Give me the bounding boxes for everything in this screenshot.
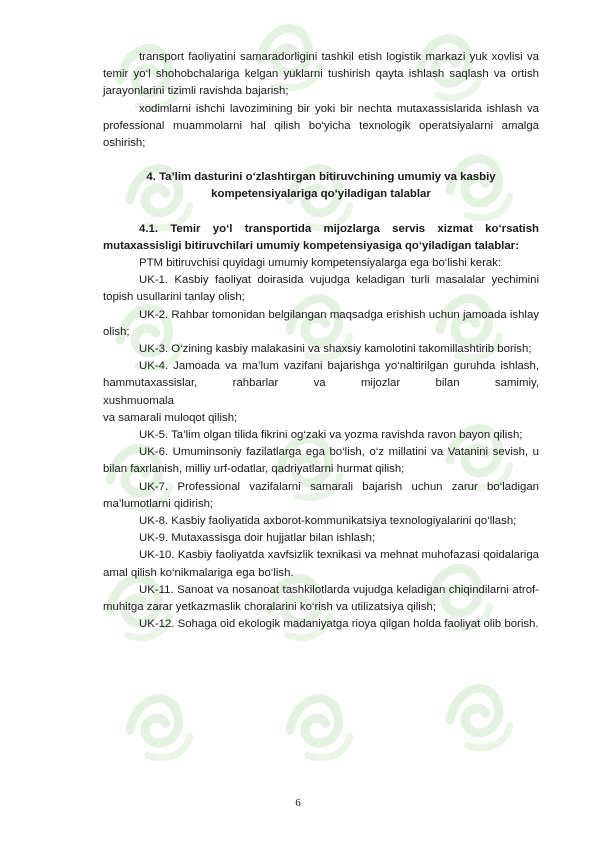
- list-item: UK-2. Rahbar tomonidan belgilangan maqsadga erishish uchun jamoada ishlay olish;: [103, 308, 539, 338]
- list-item-continuation: va samarali muloqot qilish;: [103, 411, 238, 424]
- list-item: UK-5. Ta’lim olgan tilida fikrini og‘zaki va yozma ravishda ravon bayon qilish;: [139, 429, 523, 442]
- section-heading: 4. Ta’lim dasturini o‘zlashtirgan bitiruvchining umumiy va kasbiy kompetensiyalariga qo‘yiladigan talablar: [146, 171, 496, 201]
- list-item: UK-10. Kasbiy faoliyatda xavfsizlik texnikasi va mehnat muhofazasi qoidalariga amal qilish ko‘nikmalariga ega bo‘lish.: [103, 549, 539, 579]
- subsection-heading: 4.1. Temir yo‘l transportida mijozlarga servis xizmat ko‘rsatish mutaxassisligi bitiruvchilari umumiy kompetensiyasiga qo‘yiladigan talablar:: [103, 222, 539, 252]
- list-item: UK-6. Umuminsoniy fazilatlarga ega bo‘lish, o‘z millatini va Vatanini sevish, u bilan faxrlanish, milliy urf-odatlar, qadriyatlarni hurmat qilish;: [103, 446, 539, 476]
- list-item: UK-11. Sanoat va nosanoat tashkilotlarda vujudga keladigan chiqindilarni atrof-muhitga zarar yetkazmaslik choralarini ko‘rish va utilizatsiya qilish;: [103, 583, 539, 614]
- list-item: UK-4. Jamoada va ma’lum vazifani bajarishga yo‘naltirilgan guruhda ishlash, hammutaxassislar, rahbarlar va mijozlar bilan samimiy,: [103, 360, 539, 390]
- list-item: UK-1. Kasbiy faoliyat doirasida vujudga keladigan turli masalalar yechimini topish usullarini tanlay olish;: [103, 274, 539, 304]
- list-item: UK-3. O‘zining kasbiy malakasini va shaxsiy kamolotini takomillashtirib borish;: [139, 343, 532, 356]
- list-item: UK-9. Mutaxassisga doir hujjatlar bilan ishlash;: [139, 532, 376, 545]
- list-item: UK-12. Sohaga oid ekologik madaniyatga rioya qilgan holda faoliyat olib borish.: [139, 618, 539, 631]
- page-number: 6: [295, 797, 301, 809]
- paragraph: xodimlarni ishchi lavozimining bir yoki bir nechta mutaxassislarida ishlash va professional muammolarni hal qilish bo‘yicha texnologik operatsiyalarni amalga oshirish;: [103, 102, 539, 150]
- document-body: [103, 49, 539, 634]
- list-item: UK-7. Professional vazifalarni samarali bajarish uchun zarur bo‘ladigan ma’lumotlarni qidirish;: [103, 480, 539, 510]
- paragraph: transport faoliyatini samaradorligini tashkil etish logistik markazi yuk xovlisi va temir yo‘l shohobchalariga kelgan yuklarni tushirish qayta ishlash saqlash va ortish jarayonlarini tizimli ravishda bajarish;: [103, 51, 539, 98]
- list-item: UK-8. Kasbiy faoliyatida axborot-kommunikatsiya texnologiyalarini qo‘llash;: [139, 515, 517, 528]
- paragraph: PTM bitiruvchisi quyidagi umumiy kompetensiyalarga ega bo‘lishi kerak:: [139, 257, 502, 270]
- list-item-continuation: xushmuomala: [103, 394, 174, 407]
